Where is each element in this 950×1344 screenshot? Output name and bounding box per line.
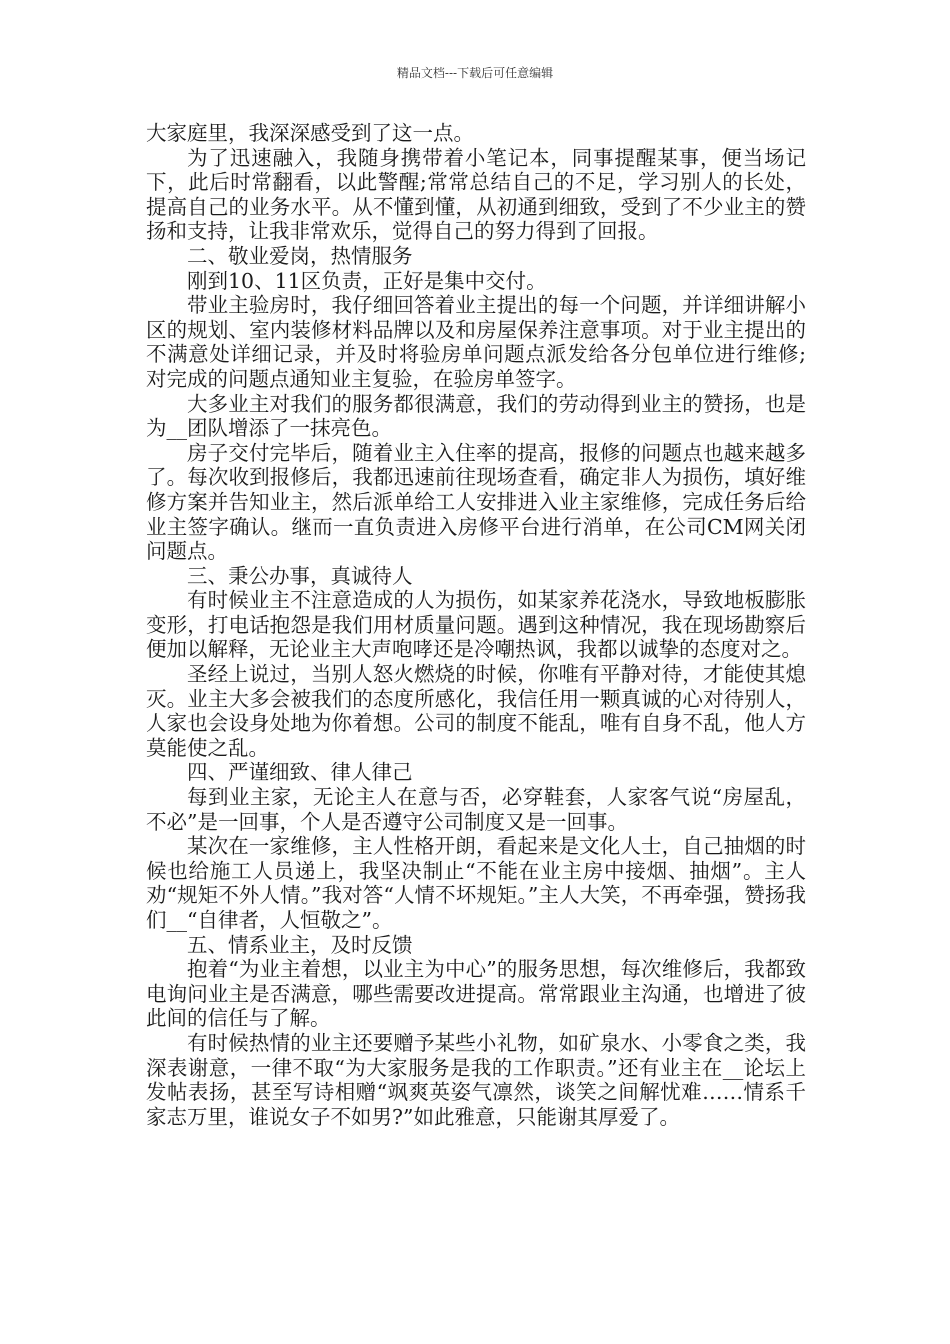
paragraph-gifts: 有时候热情的业主还要赠予某些小礼物，如矿泉水、小零食之类，我深表谢意，一律不取“为大家服务是我的工作职责。”还有业主在__论坛上发帖表扬，甚至写诗相赠“飒爽英姿气凛然，谈笑之间解忧难……情系千家志万里，谁说女子不如男?”如此雅意，只能谢其厚爱了。 (146, 1030, 806, 1129)
paragraph-inspection: 带业主验房时，我仔细回答着业主提出的每一个问题，并详细讲解小区的规划、室内装修材料品牌以及和房屋保养注意事项。对于业主提出的不满意处详细记录，并及时将验房单问题点派发给各分包单位进行维修;对完成的问题点通知业主复验，在验房单签字。 (146, 293, 806, 391)
paragraph-delivery: 刚到10、11区负责，正好是集中交付。 (187, 268, 547, 293)
paragraph-repairs: 房子交付完毕后，随着业主入住率的提高，报修的问题点也越来越多了。每次收到报修后，我都迅速前往现场查看，确定非人为损伤，填好维修方案并告知业主，然后派单给工人安排进入业主家维修，完成任务后给业主签字确认。继而一直负责进入房修平台进行消单，在公司CM网关闭问题点。 (146, 440, 806, 564)
paragraph-integration: 为了迅速融入，我随身携带着小笔记本，同事提醒某事，便当场记下，此后时常翻看，以此警醒;常常总结自己的不足，学习别人的长处，提高自己的业务水平。从不懂到懂，从初通到细致，受到了不少业主的赞扬和支持，让我非常欢乐，觉得自己的努力得到了回报。 (146, 145, 806, 244)
paragraph-satisfaction: 大多业主对我们的服务都很满意，我们的劳动得到业主的赞扬，也是为__团队增添了一抹亮色。 (146, 391, 806, 441)
section-heading-4: 四、严谨细致、律人律己 (187, 760, 413, 785)
section-heading-3: 三、秉公办事，真诚待人 (187, 563, 413, 588)
paragraph-complaints: 有时候业主不注意造成的人为损伤，如某家养花浇水，导致地板膨胀变形，打电话抱怨是我们用材质量问题。遇到这种情况，我在现场勘察后便加以解释，无论业主大声咆哮还是冷嘲热讽，我都以诚挚的态度对之。 (146, 588, 806, 662)
document-body (146, 121, 806, 1129)
paragraph-feedback: 抱着“为业主着想，以业主为中心”的服务思想，每次维修后，我都致电询问业主是否满意，哪些需要改进提高。常常跟业主沟通，也增进了彼此间的信任与了解。 (146, 957, 806, 1031)
paragraph-no-smoking: 某次在一家维修，主人性格开朗，看起来是文化人士，自己抽烟的时候也给施工人员递上，我坚决制止“不能在业主房中接烟、抽烟”。主人劝“规矩不外人情。”我对答“人情不坏规矩。”主人大笑，不再牵强，赞扬我们__“自律者，人恒敬之”。 (146, 834, 806, 932)
section-heading-5: 五、情系业主，及时反馈 (187, 932, 413, 957)
paragraph-shoe-covers: 每到业主家，无论主人在意与否，必穿鞋套，人家客气说“房屋乱，不必”是一回事，个人是否遵守公司制度又是一回事。 (146, 785, 806, 834)
page-header: 精品文档---下载后可任意编辑 (396, 66, 554, 80)
paragraph-intro-continuation: 大家庭里，我深深感受到了这一点。 (146, 121, 474, 145)
paragraph-calm: 圣经上说过，当别人怒火燃烧的时候，你唯有平静对待，才能使其熄灭。业主大多会被我们的态度所感化，我信任用一颗真诚的心对待别人，人家也会设身处地为你着想。公司的制度不能乱，唯有自身不乱，他人方莫能使之乱。 (146, 662, 806, 760)
section-heading-2: 二、敬业爱岗，热情服务 (187, 243, 413, 268)
